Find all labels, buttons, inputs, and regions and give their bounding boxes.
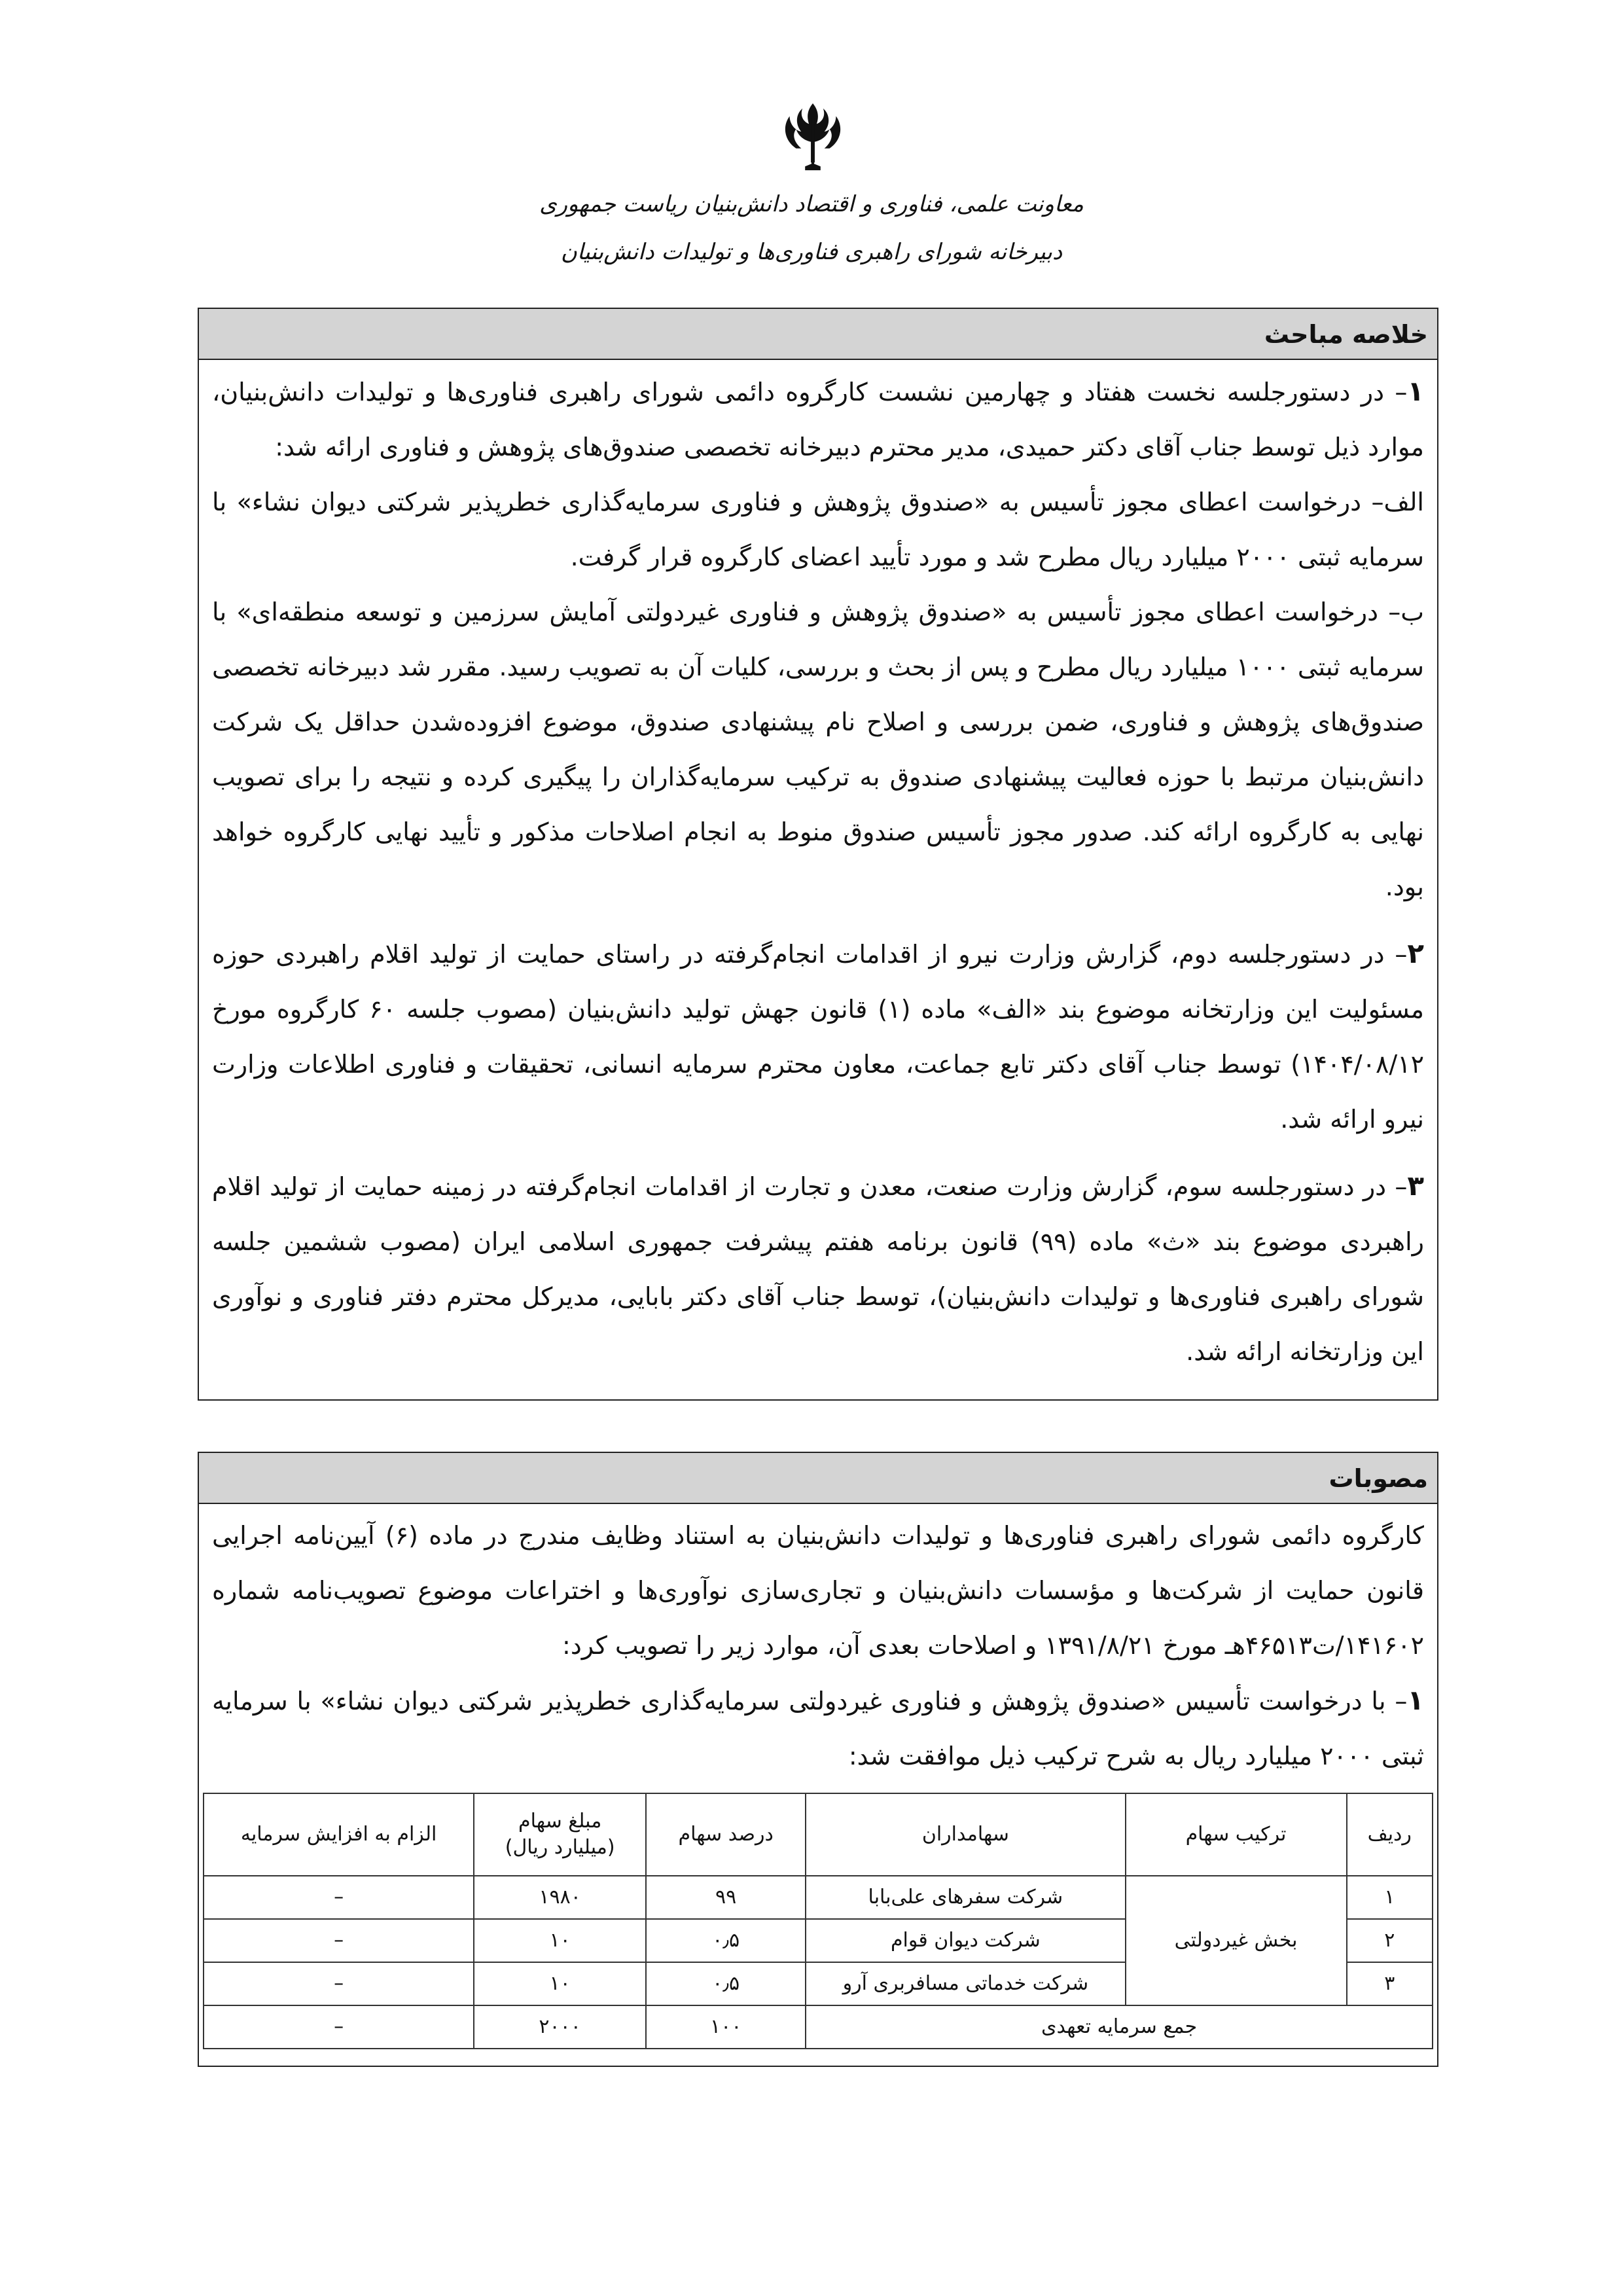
item-text: – در دستورجلسه سوم، گزارش وزارت صنعت، معدن و تجارت از اقدامات انجام‌گرفته در زمینه حمایت از تولید اقلام راهبردی موضوع بند «ث» ماده (۹۹) قانون برنامه هفتم پیشرفت جمهوری اسلامی ایران (مصوب ششمین جلسه شورای راهبری فناوری‌ها و تولیدات دانش‌بنیان)، توسط جناب آقای دکتر بابایی، مدیرکل محترم دفتر فناوری و نوآوری این وزارتخانه ارائه شد. (212, 1172, 1424, 1366)
cell-shareholder: شرکت سفرهای علی‌بابا (806, 1876, 1125, 1919)
cell-obligation: – (204, 1962, 474, 2005)
table-row (204, 1876, 1433, 1919)
col-header-row-number: ردیف (1347, 1793, 1433, 1876)
item-text: – با درخواست تأسیس «صندوق پژوهش و فناوری غیردولتی سرمایه‌گذاری خطرپذیر شرکتی دیوان نشاء» با سرمایه ثبتی ۲۰۰۰ میلیارد ریال به شرح ترکیب ذیل موافقت شد: (212, 1687, 1424, 1770)
cell-composition-group: بخش غیردولتی (1126, 1876, 1347, 2005)
cell-total-amount: ۲۰۰۰ (474, 2005, 646, 2049)
shareholders-table (203, 1793, 1433, 2049)
item-text: – در دستورجلسه نخست هفتاد و چهارمین نشست کارگروه دائمی شورای راهبری فناوری‌ها و تولیدات دانش‌بنیان، موارد ذیل توسط جناب آقای دکتر حمیدی، مدیر محترم دبیرخانه تخصصی صندوق‌های پژوهش و فناوری ارائه شد: (212, 378, 1424, 461)
summary-body (199, 360, 1437, 1379)
cell-obligation: – (204, 1876, 474, 1919)
cell-amount: ۱۹۸۰ (474, 1876, 646, 1919)
cell-shareholder: شرکت دیوان قوام (806, 1919, 1125, 1962)
cell-shareholder: شرکت خدماتی مسافربری آرو (806, 1962, 1125, 2005)
cell-percent: ۰٫۵ (646, 1919, 806, 1962)
cell-amount: ۱۰ (474, 1919, 646, 1962)
col-header-percent: درصد سهام (646, 1793, 806, 1876)
cell-percent: ۰٫۵ (646, 1962, 806, 2005)
cell-total-obligation: – (204, 2005, 474, 2049)
summary-item-3 (212, 1158, 1424, 1379)
summary-item-1-b: ب– درخواست اعطای مجوز تأسیس به «صندوق پژوهش و فناوری غیردولتی آمایش سرزمین و توسعه منطقه‌ای» با سرمایه ثبتی ۱۰۰۰ میلیارد ریال مطرح و پس از بحث و بررسی، کلیات آن به تصویب رسید. مقرر شد دبیرخانه تخصصی صندوق‌های پژوهش و فناوری، ضمن بررسی و اصلاح نام پیشنهادی صندوق، موضوع افزوده‌شدن حداقل یک شرکت دانش‌بنیان مرتبط با حوزه فعالیت پیشنهادی صندوق به ترکیب سرمایه‌گذاران را پیگیری کرده و نتیجه را برای تصویب نهایی به کارگروه ارائه کند. صدور مجوز تأسیس صندوق منوط به انجام اصلاحات مذکور و تأیید نهایی کارگروه خواهد بود. (212, 598, 1424, 901)
item-text: – در دستورجلسه دوم، گزارش وزارت نیرو از اقدامات انجام‌گرفته در راستای حمایت از تولید اقلام راهبردی حوزه مسئولیت این وزارتخانه موضوع بند «الف» ماده (۱) قانون جهش تولید دانش‌بنیان (مصوب جلسه ۶۰ کارگروه مورخ ۱۴۰۴/۰۸/۱۲) توسط جناب آقای دکتر تابع جماعت، معاون محترم سرمایه انسانی، تحقیقات و فناوری اطلاعات وزارت نیرو ارائه شد. (212, 940, 1424, 1134)
cell-row-number: ۳ (1347, 1962, 1433, 2005)
col-header-amount-line1: مبلغ سهام (518, 1810, 602, 1833)
secretariat-name: دبیرخانه شورای راهبری فناوری‌ها و تولیدات دانش‌بنیان (560, 239, 1063, 265)
approval-item-1 (212, 1673, 1424, 1784)
col-header-composition: ترکیب سهام (1126, 1793, 1347, 1876)
table-total-row (204, 2005, 1433, 2049)
cell-total-label: جمع سرمایه تعهدی (806, 2005, 1433, 2049)
approvals-section (198, 1452, 1438, 2067)
cell-row-number: ۱ (1347, 1876, 1433, 1919)
cell-obligation: – (204, 1919, 474, 1962)
item-number: ۳ (1407, 1170, 1424, 1202)
approvals-intro: کارگروه دائمی شورای راهبری فناوری‌ها و تولیدات دانش‌بنیان به استناد وظایف مندرج در ماده (۶) آیین‌نامه اجرایی قانون حمایت از شرکت‌ها و مؤسسات دانش‌بنیان و تجاری‌سازی نوآوری‌ها و اختراعات موضوع تصویب‌نامه شماره ۱۴۱۶۰۲/ت۴۶۵۱۳هـ مورخ ۱۳۹۱/۸/۲۱ و اصلاحات بعدی آن، موارد زیر را تصویب کرد: (212, 1521, 1424, 1660)
approvals-title: مصوبات (199, 1453, 1437, 1504)
organization-name: معاونت علمی، فناوری و اقتصاد دانش‌بنیان ریاست جمهوری (539, 191, 1084, 217)
item-number: ۱ (1407, 1684, 1424, 1716)
letterhead (0, 92, 1623, 301)
cell-percent: ۹۹ (646, 1876, 806, 1919)
cell-total-percent: ۱۰۰ (646, 2005, 806, 2049)
col-header-shareholders: سهامداران (806, 1793, 1125, 1876)
summary-item-1-a: الف– درخواست اعطای مجوز تأسیس به «صندوق پژوهش و فناوری سرمایه‌گذاری خطرپذیر شرکتی دیوان نشاء» با سرمایه ثبتی ۲۰۰۰ میلیارد ریال مطرح شد و مورد تأیید اعضای کارگروه قرار گرفت. (212, 488, 1424, 571)
iran-emblem-icon (774, 98, 851, 175)
table-header-row (204, 1793, 1433, 1876)
cell-row-number: ۲ (1347, 1919, 1433, 1962)
col-header-amount (474, 1793, 646, 1876)
item-number: ۲ (1407, 937, 1424, 969)
col-header-amount-line2: (میلیارد ریال) (505, 1836, 615, 1859)
summary-item-1 (212, 364, 1424, 475)
approvals-body (199, 1504, 1437, 1784)
col-header-obligation: الزام به افزایش سرمایه (204, 1793, 474, 1876)
summary-title: خلاصه مباحث (199, 309, 1437, 360)
summary-section (198, 308, 1438, 1401)
item-number: ۱ (1407, 375, 1424, 407)
cell-amount: ۱۰ (474, 1962, 646, 2005)
summary-item-2 (212, 926, 1424, 1147)
